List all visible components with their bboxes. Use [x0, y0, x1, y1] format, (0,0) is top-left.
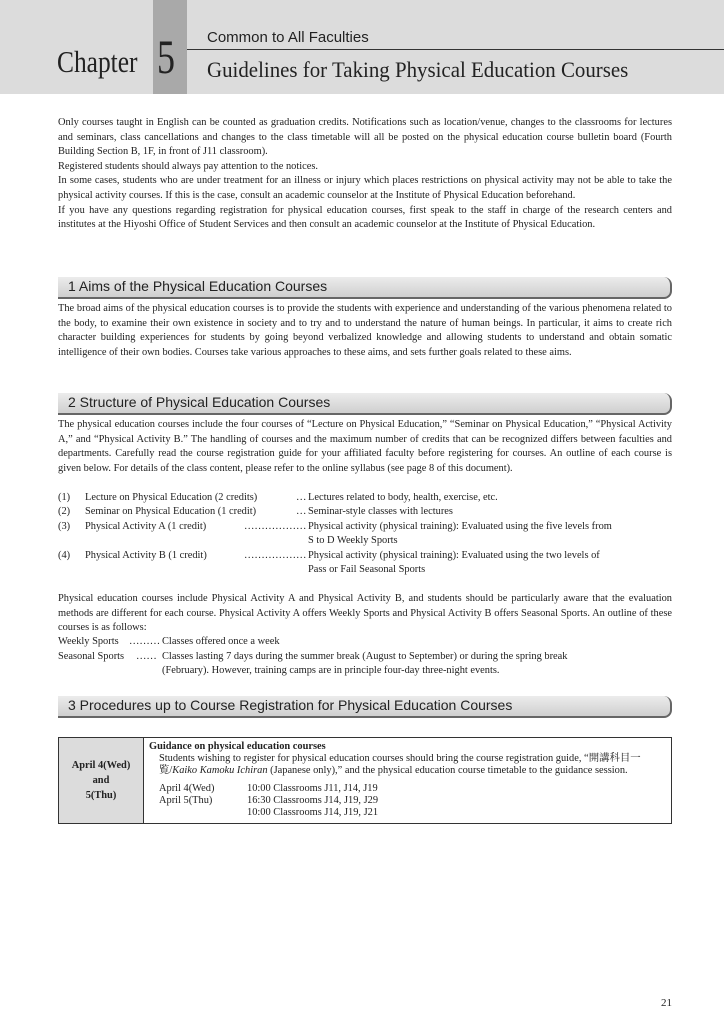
sports-description-continued: (February). However, training camps are in principle four-day three-night events.	[162, 665, 500, 676]
sports-description: Classes lasting 7 days during the summer break (August to September) or during the spring break	[162, 651, 568, 662]
guidance-text	[149, 753, 667, 777]
chapter-subtitle: Common to All Faculties	[207, 29, 369, 46]
page-number: 21	[661, 997, 672, 1009]
chapter-number: 5	[157, 31, 175, 84]
guidance-text-pre: Students wishing to register for physical education courses should bring the course registration guide, “	[159, 753, 589, 764]
schedule-info: 10:00 Classrooms J11, J14, J19	[247, 783, 378, 794]
chapter-word: Chapter	[57, 44, 138, 79]
schedule-row	[159, 807, 667, 819]
section-heading-structure	[58, 393, 672, 415]
list-number: (2)	[58, 506, 71, 517]
schedule-row	[159, 783, 667, 795]
table-row	[59, 738, 672, 824]
date-line: and	[92, 775, 110, 786]
intro-paragraph: Registered students should always pay attention to the notices.	[58, 160, 319, 172]
guidance-schedule	[149, 783, 667, 819]
list-number: (3)	[58, 521, 71, 532]
section-heading-aims	[58, 277, 672, 299]
structure-paragraph: The physical education courses include the four courses of “Lecture on Physical Education,” “Seminar on Physical Education,” “Physical Activity A,” and “Physical Activity B.” The handling of courses and the maximum number of credits that can be recognized differs between faculties and departments. Carefully read the course registration guide for your affiliated faculty before registering for courses. An outline of each course is given below. For details of the class content, please refer to the online syllabus (see page 8 of this document).	[58, 419, 672, 474]
list-number: (4)	[58, 550, 71, 561]
sports-label: Weekly Sports	[58, 636, 119, 647]
guidance-text-italic: Kaiko Kamoku Ichiran	[172, 765, 268, 776]
guidance-table	[58, 737, 672, 824]
header-rule	[187, 49, 724, 50]
course-description-continued: Pass or Fail Seasonal Sports	[308, 564, 426, 575]
course-description: Seminar-style classes with lectures	[308, 506, 453, 517]
schedule-row	[159, 795, 667, 807]
activity-paragraph: Physical education courses include Physical Activity A and Physical Activity B, and students should be particularly aware that the evaluation methods are different for each course. Physical Activity A offers Weekly Sports and Physical Activity B offers Seasonal Sports. An outline of these courses is as follows:	[58, 593, 672, 634]
list-number: (1)	[58, 492, 71, 503]
aims-paragraph: The broad aims of the physical education courses is to provide the students with experience and understanding of the various phenomena related to the body, to examine their own existence in society and to try and to understand the nature of human beings. In particular, it aims to create rich character building experiences for students by going beyond verbalized knowledge and allowing students to understand and obtain somatic intelligence of their own bodies. Courses take various approaches to these aims, and sets further goals related to these aims.	[58, 303, 672, 358]
section-heading-text: 2 Structure of Physical Education Courses	[68, 394, 331, 410]
course-description: Physical activity (physical training): Evaluated using the two levels of	[308, 550, 600, 561]
course-name: Physical Activity A (1 credit)	[85, 521, 207, 532]
section-heading-text: 3 Procedures up to Course Registration for Physical Education Courses	[68, 697, 513, 713]
section-heading-text: 1 Aims of the Physical Education Courses	[68, 278, 328, 294]
schedule-info: 16:30 Classrooms J14, J19, J29	[247, 795, 379, 806]
leader-dots: …	[296, 492, 307, 503]
leader-dots: ………	[129, 636, 161, 647]
leader-dots: ………………	[244, 550, 307, 561]
sports-label: Seasonal Sports	[58, 651, 125, 662]
intro-paragraph: Only courses taught in English can be counted as graduation credits. Notifications such as location/venue, changes to the classrooms for lectures and seminars, class cancellations and changes to the class timetable will all be posted on the physical education course bulletin board (Fourth Building Section B, 1F, in front of J11 classroom).	[58, 117, 672, 158]
leader-dots: ……	[136, 651, 157, 662]
chapter-title: Guidelines for Taking Physical Education Courses	[207, 57, 629, 82]
date-line: 5(Thu)	[85, 790, 117, 801]
section-heading-procedures	[58, 696, 672, 718]
sports-description: Classes offered once a week	[162, 636, 280, 647]
guidance-date-cell	[59, 738, 144, 824]
guidance-text-jp: 開講科目一覧/	[159, 753, 641, 776]
guidance-title: Guidance on physical education courses	[149, 741, 326, 752]
course-name: Lecture on Physical Education (2 credits)	[85, 492, 258, 503]
guidance-text-post: (Japanese only),” and the physical education course timetable to the guidance session.	[267, 765, 628, 776]
course-description: Physical activity (physical training): Evaluated using the five levels from	[308, 521, 612, 532]
course-name: Physical Activity B (1 credit)	[85, 550, 207, 561]
schedule-day: April 5(Thu)	[159, 795, 213, 806]
course-name: Seminar on Physical Education (1 credit)	[85, 506, 257, 517]
schedule-info: 10:00 Classrooms J14, J19, J21	[247, 807, 379, 818]
guidance-body-cell	[144, 738, 672, 824]
schedule-day: April 4(Wed)	[159, 783, 215, 794]
leader-dots: ………………	[244, 521, 307, 532]
intro-text	[58, 116, 672, 233]
leader-dots: …	[296, 506, 307, 517]
course-description-continued: S to D Weekly Sports	[308, 535, 398, 546]
course-description: Lectures related to body, health, exercise, etc.	[308, 492, 498, 503]
intro-paragraph: If you have any questions regarding registration for physical education courses, first speak to the staff in charge of the research centers and institutes at the Hiyoshi Office of Student Services and then consult an academic counselor at the Institute of Physical Education.	[58, 204, 672, 231]
intro-paragraph: In some cases, students who are under treatment for an illness or injury which places restrictions on physical activity may not be able to take the physical activity courses. If this is the case, consult an academic counselor at the Institute of Physical Education beforehand.	[58, 175, 672, 201]
chapter-header	[0, 0, 724, 94]
date-line: April 4(Wed)	[71, 760, 131, 771]
